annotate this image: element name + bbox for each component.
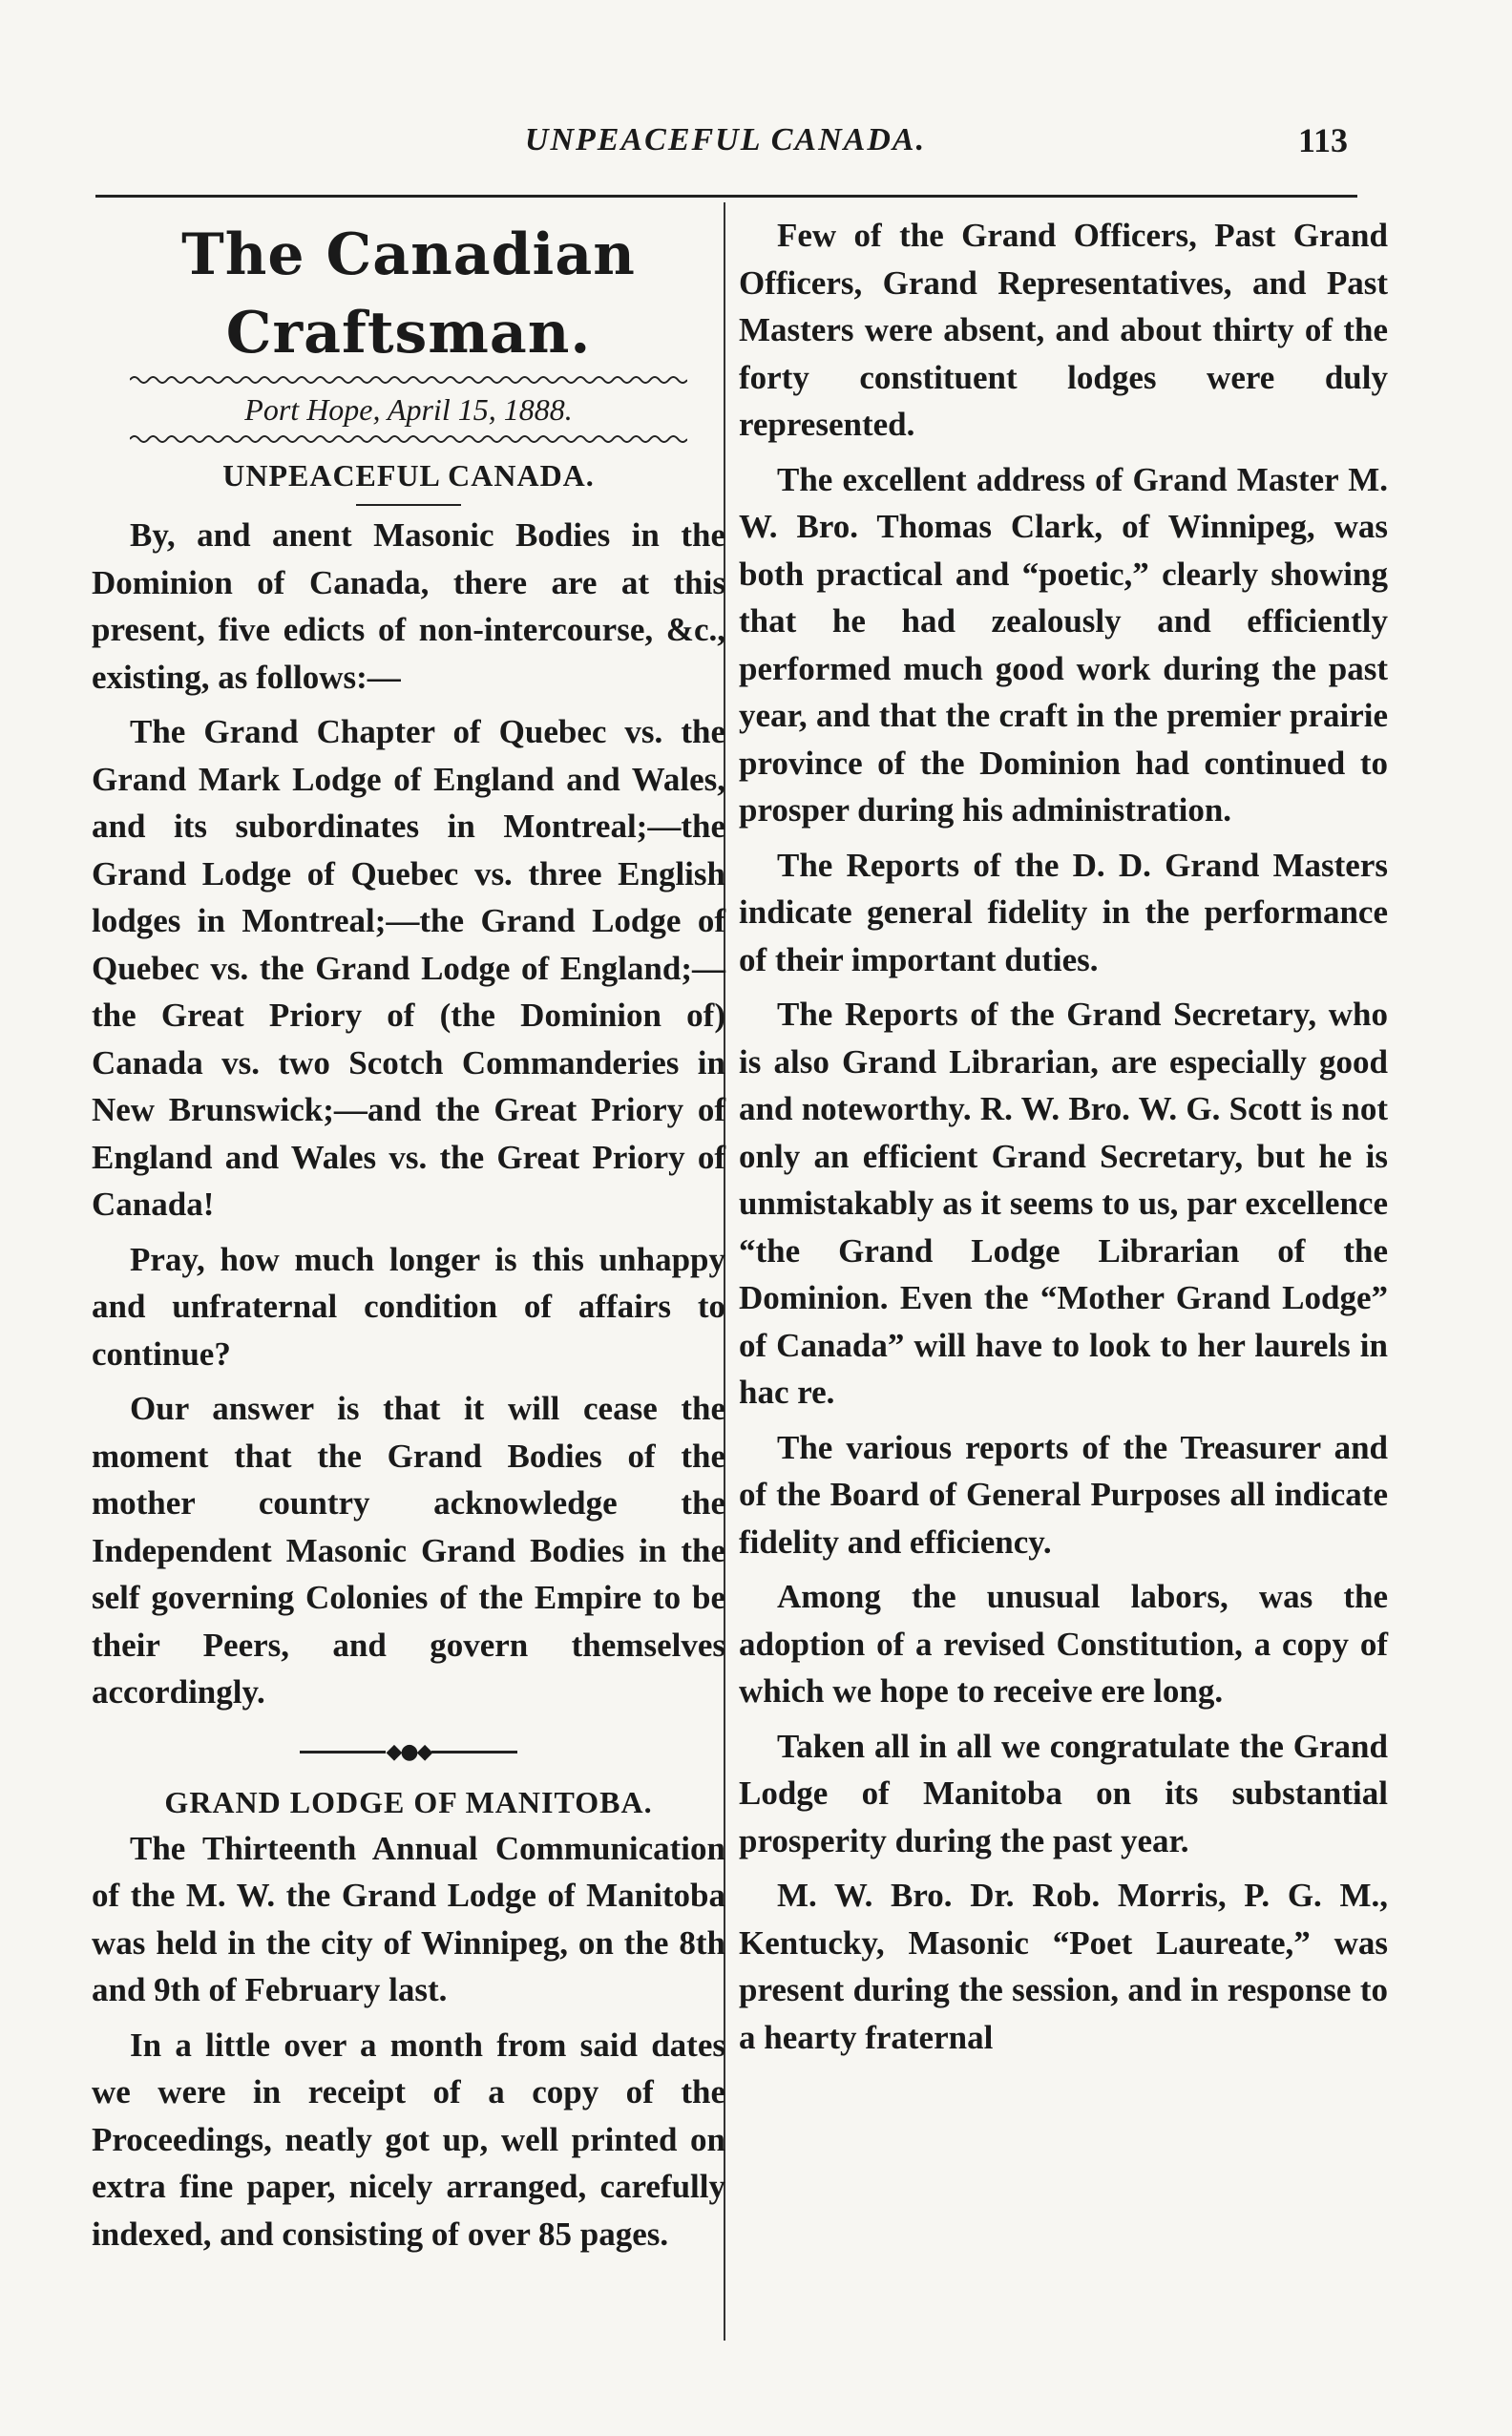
left-column [92, 212, 725, 2265]
article-paragraph: The Reports of the D. D. Grand Masters indicate general fidelity in the performance of their important duties. [739, 846, 1388, 978]
article-paragraph: Taken all in all we congratulate the Grand Lodge of Manitoba on its substantial prosperity during the past year. [739, 1727, 1388, 1859]
article-heading: UNPEACEFUL CANADA. [222, 458, 595, 493]
running-head: UNPEACEFUL CANADA. [524, 122, 927, 158]
dateline: Port Hope, April 15, 1888. [244, 392, 573, 427]
heading-rule [356, 504, 461, 506]
article-heading: GRAND LODGE OF MANITOBA. [164, 1784, 653, 1819]
header-rule [95, 195, 1357, 198]
masthead-title: The Canadian Craftsman. [181, 221, 636, 367]
article-paragraph: By, and anent Masonic Bodies in the Dominion of Canada, there are at this present, five edicts of non-intercourse, &c., existing, as follows:— [92, 516, 725, 696]
right-column [739, 212, 1388, 2068]
article-paragraph: Pray, how much longer is this unhappy and unfraternal condition of affairs to continue? [92, 1240, 725, 1373]
wavy-rule [130, 433, 687, 445]
article-paragraph: Among the unusual labors, was the adoption of a revised Constitution, a copy of which we hope to receive ere long. [739, 1578, 1388, 1710]
article-paragraph: Our answer is that it will cease the moment that the Grand Bodies of the mother country acknowledge the Independent Masonic Grand Bodies in the self governing Colonies of the Empire to be their Peers, and govern themselves accordingly. [92, 1390, 725, 1711]
article-paragraph: In a little over a month from said dates we were in receipt of a copy of the Proceedings, neatly got up, well printed on extra fine paper, nicely arranged, carefully indexed, and consisting of over 85 pages. [92, 2026, 725, 2253]
article-paragraph: The excellent address of Grand Master M. W. Bro. Thomas Clark, of Winnipeg, was both practical and “poetic,” clearly showing that he had zealously and efficiently performed much good work during the past year, and that the craft in the premier prairie province of the Dominion had continued to prosper during his administration. [739, 460, 1388, 829]
page-number: 113 [1298, 121, 1349, 159]
article-paragraph: Few of the Grand Officers, Past Grand Officers, Grand Representatives, and Past Masters were absent, and about thirty of the forty constituent lodges were duly represented. [739, 217, 1388, 443]
article-paragraph: The Grand Chapter of Quebec vs. the Grand Mark Lodge of England and Wales, and its subordinates in Montreal;—the Grand Lodge of Quebec vs. three English lodges in Montreal;—the Grand Lodge of Quebec vs. the Grand Lodge of England;—the Great Priory of (the Dominion of) Canada vs. two Scotch Commanderies in New Brunswick;—and the Great Priory of England and Wales vs. the Great Priory of Canada! [92, 713, 725, 1223]
section-ornament: ◆●◆ [92, 1733, 725, 1772]
article-paragraph: The Thirteenth Annual Communication of the M. W. the Grand Lodge of Manitoba was held in the city of Winnipeg, on the 8th and 9th of February last. [92, 1829, 725, 2008]
article-paragraph: The Reports of the Grand Secretary, who is also Grand Librarian, are especially good and noteworthy. R. W. Bro. W. G. Scott is not only an efficient Grand Secretary, but he is unmistakably as it seems to us, par excellence “the Grand Lodge Librarian of the Dominion. Even the “Mother Grand Lodge” of Canada” will have to look to her laurels in hac re. [739, 996, 1388, 1411]
article-paragraph: The various reports of the Treasurer and of the Board of General Purposes all indicate fidelity and efficiency. [739, 1428, 1388, 1561]
article-paragraph: M. W. Bro. Dr. Rob. Morris, P. G. M., Kentucky, Masonic “Poet Laureate,” was present during the session, and in response to a hearty fraternal [739, 1877, 1388, 2056]
wavy-rule [130, 374, 687, 386]
